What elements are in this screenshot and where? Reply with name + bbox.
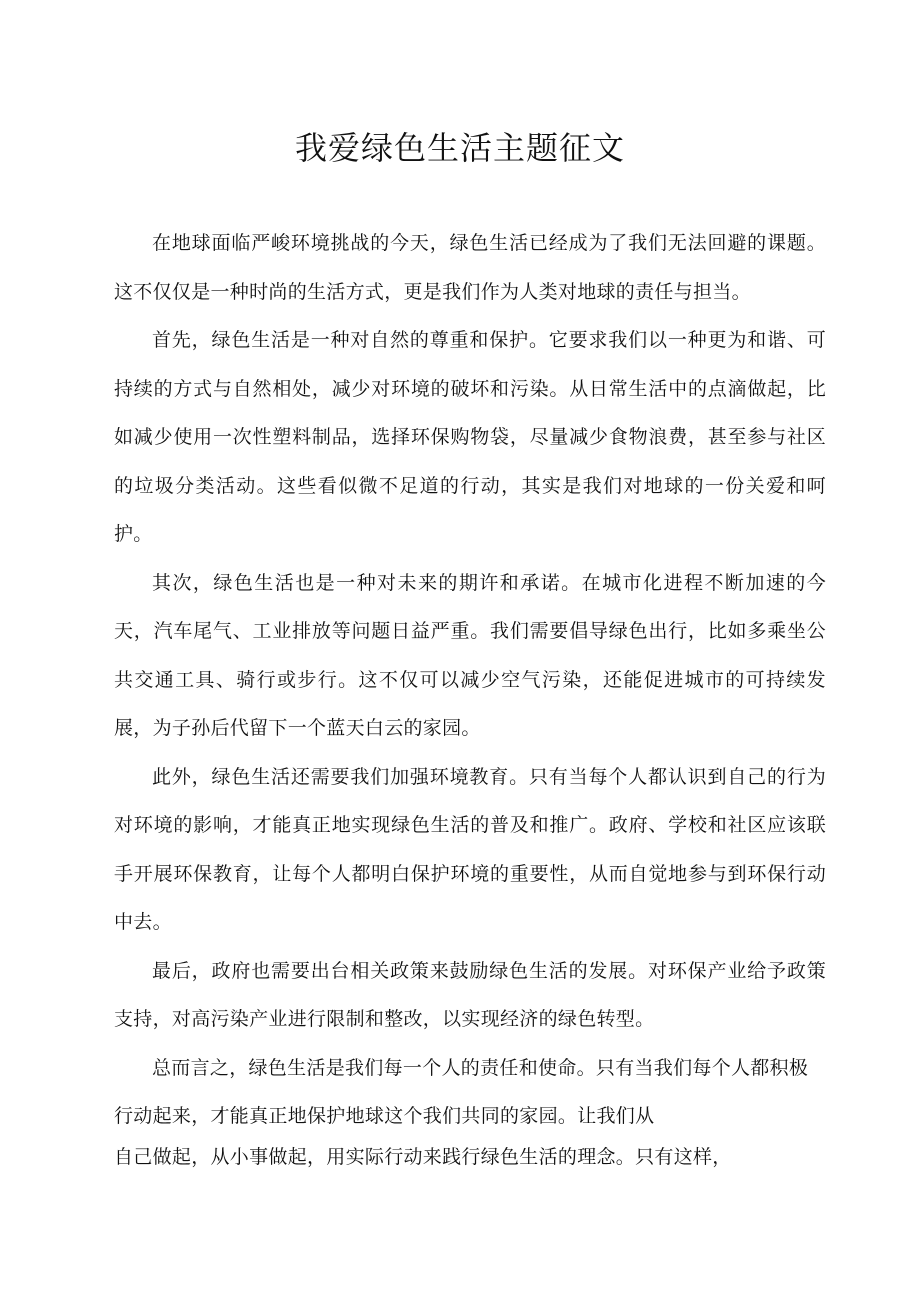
paragraph-finally: 最后，政府也需要出台相关政策来鼓励绿色生活的发展。对环保产业给予政策支持，对高污染产业进行限制和整改，以实现经济的绿色转型。 (114, 959, 826, 1030)
paragraph-intro: 在地球面临严峻环境挑战的今天，绿色生活已经成为了我们无法回避的课题。这不仅仅是一种时尚的生活方式，更是我们作为人类对地球的责任与担当。 (114, 232, 826, 303)
paragraph-conclusion: 总而言之，绿色生活是我们每一个人的责任和使命。只有当我们每个人都积极行动起来，才能真正地保护地球这个我们共同的家园。让我们从 (114, 1056, 809, 1127)
document-body (114, 219, 826, 1173)
paragraph-additionally: 此外，绿色生活还需要我们加强环境教育。只有当每个人都认识到自己的行为对环境的影响，才能真正地实现绿色生活的普及和推广。政府、学校和社区应该联手开展环保教育，让每个人都明白保护环境的重要性，从而自觉地参与到环保行动中去。 (114, 765, 826, 933)
paragraph-second: 其次，绿色生活也是一种对未来的期许和承诺。在城市化进程不断加速的今天，汽车尾气、工业排放等问题日益严重。我们需要倡导绿色出行，比如多乘坐公共交通工具、骑行或步行。这不仅可以减少空气污染，还能促进城市的可持续发展，为子孙后代留下一个蓝天白云的家园。 (114, 571, 826, 739)
paragraph-first: 首先，绿色生活是一种对自然的尊重和保护。它要求我们以一种更为和谐、可持续的方式与自然相处，减少对环境的破坏和污染。从日常生活中的点滴做起，比如减少使用一次性塑料制品，选择环保购物袋，尽量减少食物浪费，甚至参与社区的垃圾分类活动。这些看似微不足道的行动，其实是我们对地球的一份关爱和呵护。 (114, 329, 826, 545)
paragraph-conclusion-continued: 自己做起，从小事做起，用实际行动来践行绿色生活的理念。只有这样， (114, 1145, 732, 1168)
document-title: 我爱绿色生活主题征文 (294, 129, 625, 167)
